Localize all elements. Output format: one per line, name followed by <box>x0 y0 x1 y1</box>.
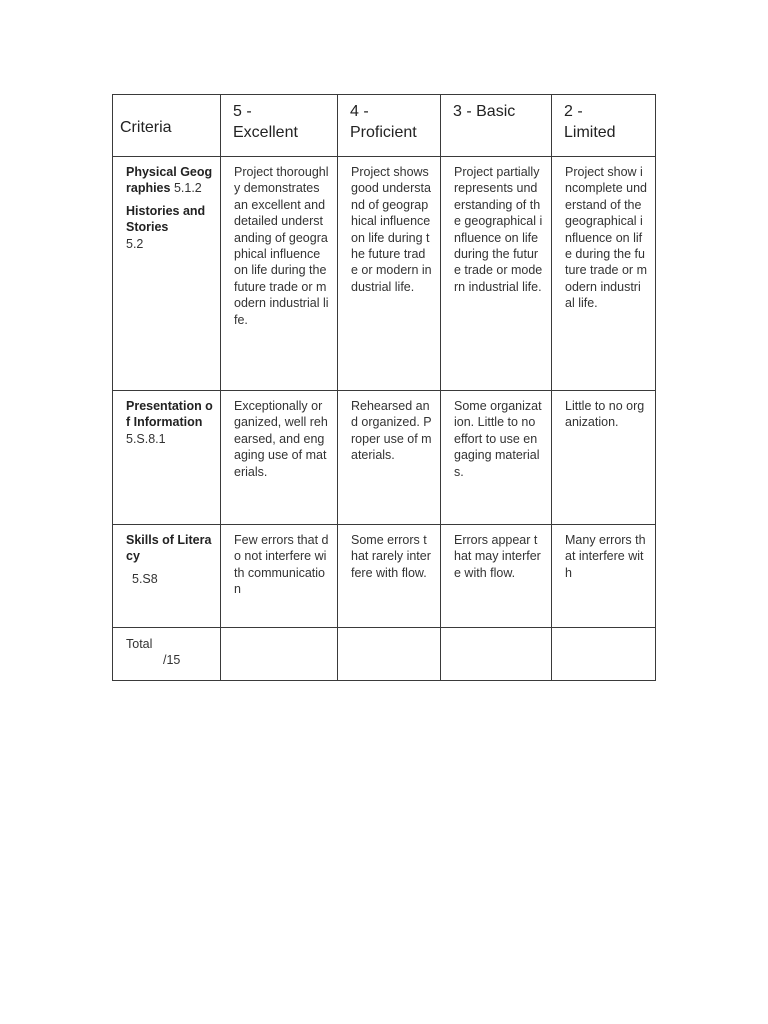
criteria-cell <box>113 391 221 525</box>
header-excellent-label: Excellent <box>233 124 298 141</box>
rubric-table <box>112 94 656 681</box>
excellent-cell <box>221 525 338 628</box>
header-limited-cell <box>552 95 656 157</box>
basic-cell <box>441 525 552 628</box>
header-criteria: Criteria <box>120 119 172 136</box>
proficient-description: Project shows good understand of geographical influence on life during the future trade or modern industrial life. <box>351 165 432 294</box>
header-criteria-cell <box>113 95 221 157</box>
header-excellent-cell <box>221 95 338 157</box>
proficient-description: Some errors that rarely interfere with flow. <box>351 533 431 580</box>
proficient-cell <box>338 525 441 628</box>
criteria-code: 5.2 <box>126 236 144 251</box>
table-row <box>113 525 656 628</box>
proficient-cell <box>338 157 441 391</box>
total-basic-cell <box>441 628 552 681</box>
excellent-cell <box>221 391 338 525</box>
criteria-code: 5.S8 <box>132 571 158 586</box>
limited-cell <box>552 391 656 525</box>
basic-cell <box>441 157 552 391</box>
total-label: Total <box>126 637 153 651</box>
header-limited-number: 2 - <box>564 103 583 120</box>
criteria-title: Histories and Stories <box>126 203 206 235</box>
header-basic-cell <box>441 95 552 157</box>
limited-description: Little to no organization. <box>565 399 645 430</box>
basic-description: Project partially represents understanding of the geographical influence on life during the future trade or modern industrial life. <box>454 165 543 294</box>
header-proficient <box>338 95 440 143</box>
total-score: /15 <box>163 653 181 668</box>
criteria-code: 5.1.2 <box>173 181 202 196</box>
criteria-cell <box>113 525 221 628</box>
criteria-title: Skills of Literacy <box>126 533 212 564</box>
criteria-title: Physical Geographies <box>126 165 213 196</box>
criteria-cell <box>113 157 221 391</box>
excellent-description: Few errors that do not interfere with communication <box>234 533 329 597</box>
basic-description: Some organization. Little to no effort to use engaging materials. <box>454 399 542 479</box>
limited-description: Many errors that interfere with <box>565 533 646 580</box>
table-row <box>113 157 656 391</box>
excellent-description: Project thoroughly demonstrates an excellent and detailed understanding of geographical influence on life during the future trade or modern industrial life. <box>234 165 329 327</box>
limited-description: Project show incomplete understand of the geographical influence on life during the future trade or modern industrial life. <box>565 165 648 311</box>
total-proficient-cell <box>338 628 441 681</box>
header-basic: 3 - Basic <box>453 103 516 120</box>
total-excellent-cell <box>221 628 338 681</box>
header-limited-label: Limited <box>564 124 616 141</box>
basic-cell <box>441 391 552 525</box>
header-proficient-number: 4 - <box>350 103 369 120</box>
total-limited-cell <box>552 628 656 681</box>
limited-cell <box>552 157 656 391</box>
header-limited <box>552 95 655 143</box>
header-proficient-cell <box>338 95 441 157</box>
excellent-cell <box>221 157 338 391</box>
table-row <box>113 391 656 525</box>
header-row <box>113 95 656 157</box>
header-excellent-number: 5 - <box>233 103 252 120</box>
total-cell <box>113 628 221 681</box>
limited-cell <box>552 525 656 628</box>
excellent-description: Exceptionally organized, well rehearsed, and engaging use of materials. <box>234 399 328 479</box>
proficient-description: Rehearsed and organized. Proper use of materials. <box>351 399 432 463</box>
proficient-cell <box>338 391 441 525</box>
basic-description: Errors appear that may interfere with flow. <box>454 533 541 580</box>
criteria-code: 5.S.8.1 <box>126 431 166 446</box>
header-excellent <box>221 95 337 143</box>
header-proficient-label: Proficient <box>350 124 417 141</box>
criteria-title: Presentation of Information <box>126 399 213 430</box>
total-row <box>113 628 656 681</box>
